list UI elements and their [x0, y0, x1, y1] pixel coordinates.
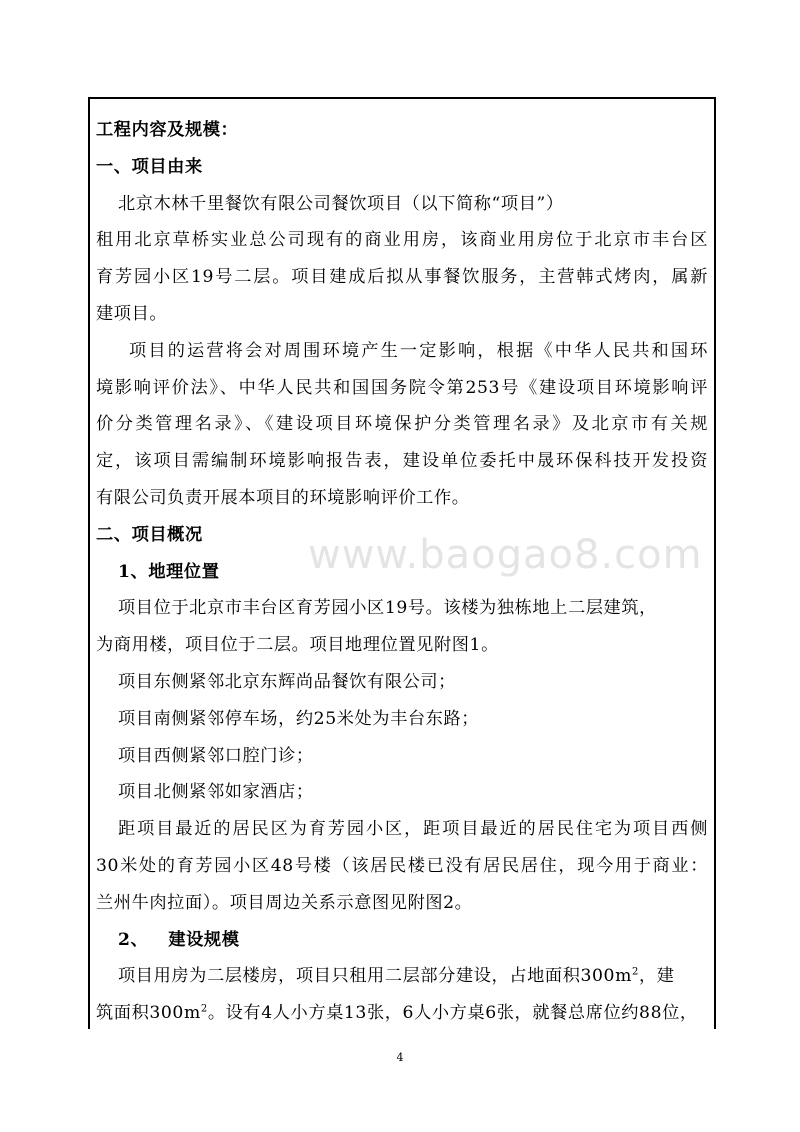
paragraph-line: 有限公司负责开展本项目的环境影响评价工作。 — [96, 487, 470, 508]
paragraph-line: 项目位于北京市丰台区育芳园小区19号。该楼为独栋地上二层建筑， — [118, 598, 657, 619]
superscript: 2 — [200, 1003, 208, 1015]
paragraph-line: 建项目。 — [96, 303, 168, 324]
paragraph-line: 项目东侧紧邻北京东辉尚品餐饮有限公司； — [118, 671, 456, 692]
paragraph-line: 价分类管理名录》、《建设项目环境保护分类管理名录》及北京市有关规 — [96, 414, 708, 435]
paragraph-line: 租用北京草桥实业总公司现有的商业用房，该商业用房位于北京市丰台区 — [96, 230, 708, 251]
paragraph-line: 定，该项目需编制环境影响报告表，建设单位委托中晟环保科技开发投资 — [96, 451, 708, 472]
paragraph-line: 项目南侧紧邻停车场，约25米处为丰台东路； — [118, 708, 480, 729]
paragraph-text: 筑面积300m — [96, 1003, 201, 1024]
paragraph-text: 项目用房为二层楼房，项目只租用二层部分建设，占地面积300m — [118, 966, 632, 987]
paragraph-line: 项目西侧紧邻口腔门诊； — [118, 745, 314, 766]
document-body — [96, 112, 708, 1032]
paragraph-line — [96, 958, 708, 995]
paragraph-line: 为商用楼，项目位于二层。项目地理位置见附图1。 — [96, 635, 499, 656]
subheading-scale-text: 建设规模 — [168, 929, 240, 950]
heading-overview: 二、项目概况 — [96, 524, 203, 545]
paragraph-line: 境影响评价法》、中华人民共和国国务院令第253号《建设项目环境影响评 — [96, 377, 708, 398]
paragraph-line: 北京木林千里餐饮有限公司餐饮项目（以下简称“项目”） — [118, 193, 564, 214]
paragraph-line: 兰州牛肉拉面）。项目周边关系示意图见附图2。 — [96, 892, 473, 913]
page-number: 4 — [396, 1051, 404, 1064]
subheading-location: 1、地理位置 — [118, 561, 220, 582]
section-title: 工程内容及规模： — [96, 120, 239, 140]
paragraph-text: 。设有4人小方桌13张，6人小方桌6张，就餐总席位约88位， — [207, 1003, 698, 1024]
paragraph-line: 项目的运营将会对周围环境产生一定影响，根据《中华人民共和国环 — [129, 340, 708, 361]
paragraph-text: ，建 — [638, 966, 675, 987]
subheading-scale — [96, 922, 708, 959]
paragraph-line — [96, 995, 708, 1032]
paragraph-line: 距项目最近的居民区为育芳园小区，距项目最近的居民住宅为项目西侧 — [118, 819, 708, 840]
paragraph-line: 育芳园小区19号二层。项目建成后拟从事餐饮服务，主营韩式烤肉，属新 — [96, 267, 708, 288]
subheading-scale-number: 2、 — [118, 929, 149, 950]
heading-origin: 一、项目由来 — [96, 156, 203, 177]
watermark: www.baogao8.com — [308, 532, 703, 578]
paragraph-line: 项目北侧紧邻如家酒店； — [118, 782, 314, 803]
paragraph-line: 30米处的育芳园小区48号楼（该居民楼已没有居民居住，现今用于商业： — [96, 855, 708, 876]
superscript: 2 — [631, 966, 639, 978]
